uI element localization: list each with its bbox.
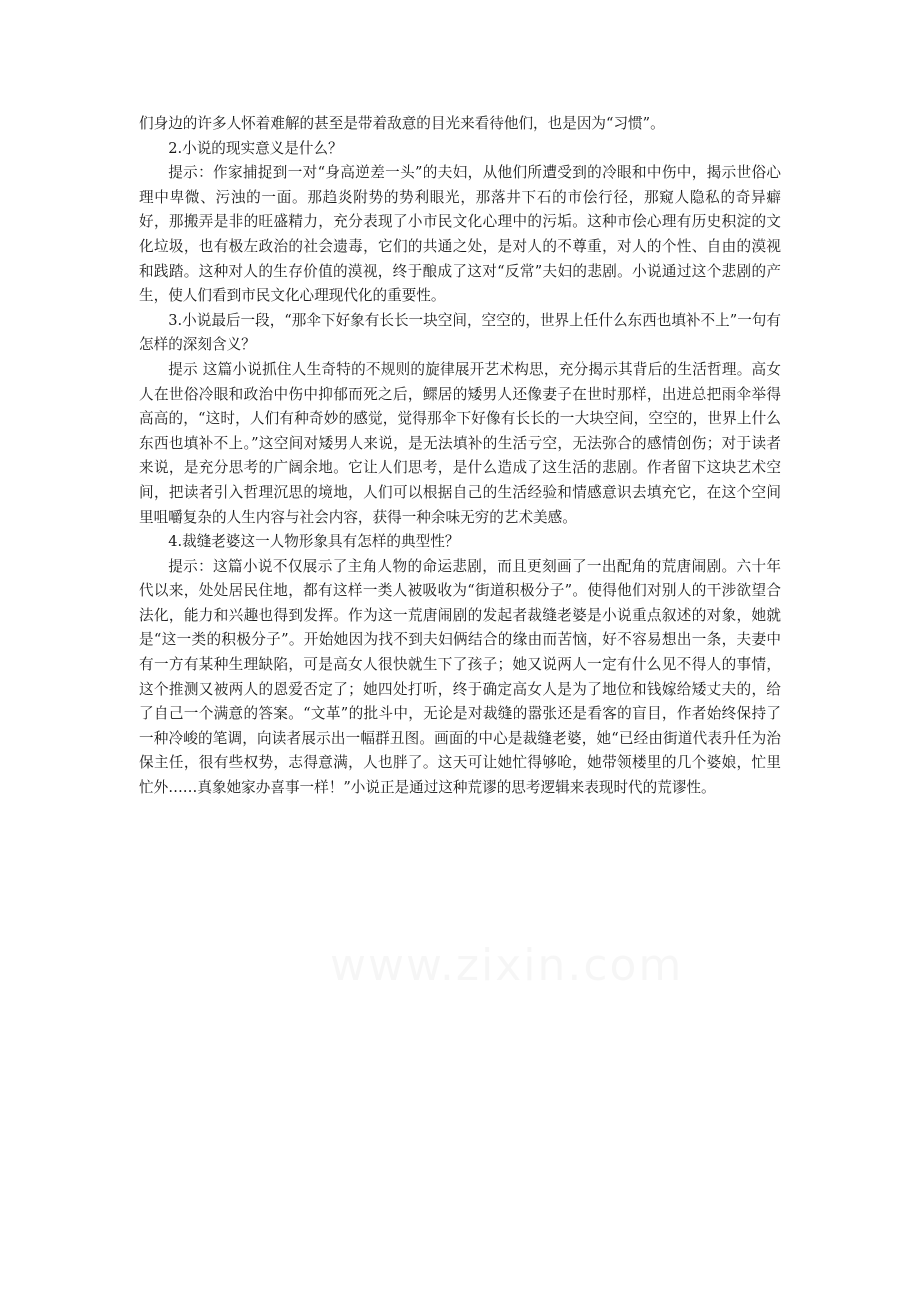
- question-4: 4.裁缝老婆这一人物形象具有怎样的典型性？: [168, 533, 460, 551]
- answer-4: 提示：这篇小说不仅展示了主角人物的命运悲剧，而且更刻画了一出配角的荒唐闹剧。六十年代以来，处处居民住地，都有这样一类人被吸收为“街道积极分子”。使得他们对别人的干涉欲望合法化，能力和兴趣也得到发挥。作为这一荒唐闹剧的发起者裁缝老婆是小说重点叙述的对象，她就是“这一类的积极分子”。开始她因为找不到夫妇俩结合的缘由而苦恼，好不容易想出一条，夫妻中有一方有某种生理缺陷，可是高女人很快就生下了孩子；她又说两人一定有什么见不得人的事情，这个推测又被两人的恩爱否定了；她四处打听，终于确定高女人是为了地位和钱嫁给矮丈夫的，给了自己一个满意的答案。“文革”的批斗中，无论是对裁缝的嚣张还是看客的盲目，作者始终保持了一种冷峻的笔调，向读者展示出一幅群丑图。画面的中心是裁缝老婆，她“已经由街道代表升任为治保主任，很有些权势，志得意满，人也胖了。这天可让她忙得够呛，她带领楼里的几个婆娘，忙里忙外……真象她家办喜事一样！”小说正是通过这种荒谬的思考逻辑来表现时代的荒谬性。: [139, 557, 781, 797]
- watermark: [330, 940, 590, 1000]
- answer-2: 提示：作家捕捉到一对“身高逆差一头”的夫妇，从他们所遭受到的冷眼和中伤中，揭示世俗心理中卑微、污浊的一面。那趋炎附势的势利眼光，那落井下石的市侩行径，那窥人隐私的奇异癖好，那搬弄是非的旺盛精力，充分表现了小市民文化心理中的污垢。这种市侩心理有历史积淀的文化垃圾，也有极左政治的社会遗毒，它们的共通之处，是对人的不尊重，对人的个性、自由的漠视和践踏。这种对人的生存价值的漠视，终于酿成了这对“反常”夫妇的悲剧。小说通过这个悲剧的产生，使人们看到市民文化心理现代化的重要性。: [139, 164, 781, 305]
- answer-3: 提示 这篇小说抓住人生奇特的不规则的旋律展开艺术构思，充分揭示其背后的生活哲理。高女人在世俗冷眼和政治中伤中抑郁而死之后，鳏居的矮男人还像妻子在世时那样，出进总把雨伞举得高高的，“这时，人们有种奇妙的感觉，觉得那伞下好像有长长的一大块空间，空空的，世界上什么东西也填补不上。”这空间对矮男人来说，是无法填补的生活亏空，无法弥合的感情创伤；对于读者来说，是充分思考的广阔余地。它让人们思考，是什么造成了这生活的悲剧。作者留下这块艺术空间，把读者引入哲理沉思的境地，人们可以根据自己的生活经验和情感意识去填充它，在这个空间里咀嚼复杂的人生内容与社会内容，获得一种余味无穷的艺术美感。: [139, 360, 781, 526]
- document-body: [139, 112, 781, 801]
- continuation-paragraph: 们身边的许多人怀着难解的甚至是带着敌意的目光来看待他们，也是因为“习惯”。: [139, 115, 665, 132]
- question-3: 3.小说最后一段，“那伞下好象有长长一块空间，空空的，世界上任什么东西也填补不上”一句有怎样的深刻含义？: [139, 311, 781, 354]
- question-2: 2.小说的现实意义是什么？: [168, 139, 343, 157]
